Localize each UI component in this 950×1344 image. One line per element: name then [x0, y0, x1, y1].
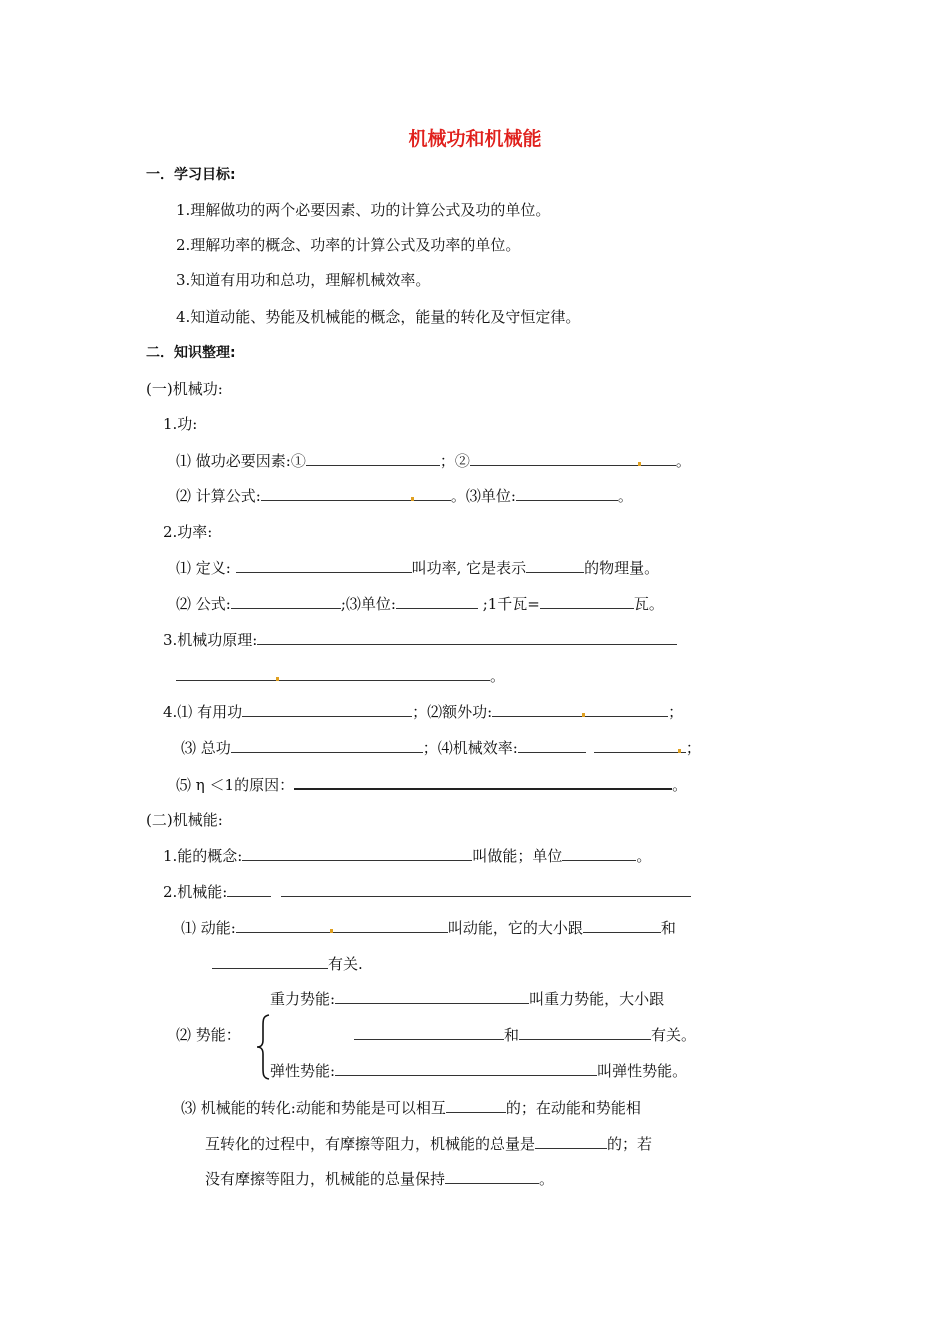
work-factors-sep: ；② [439, 452, 470, 470]
answer-blank[interactable] [294, 773, 672, 790]
answer-blank[interactable] [257, 629, 677, 645]
answer-blank[interactable] [516, 485, 618, 501]
answer-blank[interactable] [212, 953, 328, 969]
answer-blank[interactable] [231, 593, 341, 609]
answer-blank[interactable] [526, 557, 584, 573]
answer-blank[interactable] [236, 557, 412, 573]
section-heading-objectives: 一．学习目标: [146, 167, 236, 183]
kinetic-energy-line: ⑴ 动能: 叫动能，它的大小跟 和 [181, 919, 676, 937]
answer-blank[interactable] [396, 593, 478, 609]
potential-energy-label: ⑵ 势能： [176, 1026, 241, 1044]
answer-blank[interactable] [261, 485, 451, 501]
answer-blank[interactable] [535, 1133, 607, 1149]
power-definition-line: ⑴ 定义: 叫功率, 它是表示 的物理量。 [176, 559, 660, 577]
answer-blank[interactable] [470, 450, 676, 466]
answer-blank[interactable] [583, 917, 661, 933]
mechanical-energy-line: 2.机械能: [163, 881, 691, 903]
answer-blank[interactable] [540, 593, 634, 609]
objective-item: 3.知道有用功和总功，理解机械效率。 [176, 271, 431, 289]
answer-blank[interactable] [354, 1024, 504, 1040]
work-factors-label: ⑴ 做功必要因素:① [176, 452, 306, 470]
answer-blank[interactable] [231, 737, 423, 753]
page-title: 机械功和机械能 [408, 128, 542, 150]
elastic-potential-line: 弹性势能: 叫弹性势能。 [270, 1062, 688, 1080]
answer-blank[interactable] [227, 881, 271, 897]
section-heading-knowledge: 二．知识整理: [146, 345, 236, 361]
answer-blank[interactable] [335, 1060, 597, 1076]
principle-line: 3.机械功原理: [163, 629, 677, 651]
answer-blank[interactable] [446, 1097, 506, 1113]
energy-transform-line-1: ⑶ 机械能的转化:动能和势能是可以相互 的；在动能和势能相 [181, 1099, 641, 1117]
objective-item: 1.理解做功的两个必要因素、功的计算公式及功的单位。 [176, 201, 551, 219]
power-label: 2.功率: [163, 523, 213, 541]
eta-reason-line: ⑸ η ＜1的原因： 。 [176, 773, 687, 796]
principle-line-2: 。 [176, 665, 505, 687]
gravity-factors-line: 和 有关。 [354, 1024, 696, 1046]
total-work-line: ⑶ 总功 ；⑷机械效率: ； [181, 739, 701, 757]
answer-blank[interactable] [519, 1024, 651, 1040]
energy-concept-line: 1.能的概念: 叫做能；单位 。 [163, 847, 652, 865]
answer-blank[interactable] [562, 845, 636, 861]
objective-item: 2.理解功率的概念、功率的计算公式及功率的单位。 [176, 236, 521, 254]
energy-transform-line-2: 互转化的过程中，有摩擦等阻力，机械能的总量是 的；若 [205, 1135, 653, 1153]
answer-blank[interactable] [445, 1168, 539, 1184]
work-label: 1.功: [163, 415, 198, 433]
subsection-heading-work: (一)机械功: [146, 380, 223, 398]
work-factors-line: ⑴ 做功必要因素:① ；② 。 [176, 452, 691, 470]
work-formula-line: ⑵ 计算公式: 。⑶单位: 。 [176, 487, 633, 505]
answer-blank[interactable] [492, 701, 668, 717]
answer-blank[interactable] [236, 917, 448, 933]
kinetic-energy-line-2: 有关. [212, 953, 363, 975]
gravity-potential-line: 重力势能: 叫重力势能，大小跟 [270, 990, 665, 1008]
answer-blank[interactable] [306, 450, 440, 466]
answer-blank[interactable] [518, 737, 586, 753]
useful-work-line: 4.⑴ 有用功 ；⑵额外功: ； [163, 703, 684, 721]
answer-blank[interactable] [594, 737, 686, 753]
answer-blank[interactable] [242, 845, 472, 861]
answer-blank[interactable] [281, 881, 691, 897]
subsection-heading-energy: (二)机械能: [146, 811, 223, 829]
answer-blank[interactable] [335, 988, 529, 1004]
energy-transform-line-3: 没有摩擦等阻力，机械能的总量保持 。 [205, 1170, 555, 1188]
answer-blank[interactable] [242, 701, 412, 717]
answer-blank[interactable] [176, 665, 490, 681]
power-formula-line: ⑵ 公式: ;⑶单位: ;1千瓦= 瓦。 [176, 595, 664, 613]
objective-item: 4.知道动能、势能及机械能的概念，能量的转化及守恒定律。 [176, 308, 581, 326]
